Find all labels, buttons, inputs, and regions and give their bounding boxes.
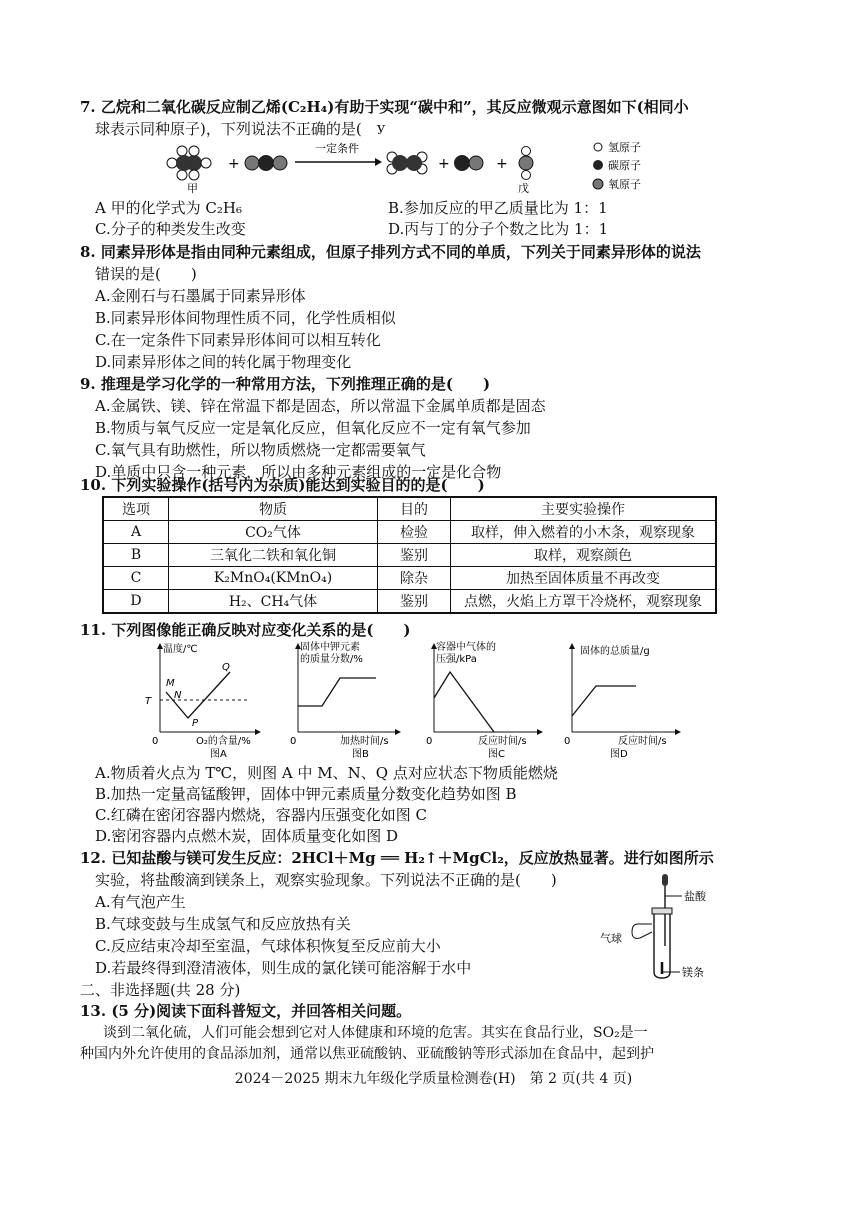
q9-stem: 9. 推理是学习化学的一种常用方法，下列推理正确的是( ) — [80, 375, 491, 393]
q9-option-a: A.金属铁、镁、锌在常温下都是固态，所以常温下金属单质都是固态 — [95, 397, 546, 415]
q11-graphs — [130, 640, 690, 764]
legend-hydrogen: 氢原子 — [608, 141, 641, 154]
header-option: 选项 — [103, 497, 169, 521]
cell-operation: 取样，观察颜色 — [451, 544, 717, 567]
q12-option-d: D.若最终得到澄清液体，则生成的氯化镁可能溶解于水中 — [95, 959, 472, 977]
svg-text:反应时间/s: 反应时间/s — [618, 736, 667, 747]
q10-stem: 10. 下列实验操作(括号内为杂质)能达到实验目的的是( ) — [80, 476, 485, 494]
table-row — [103, 521, 716, 544]
header-operation: 主要实验操作 — [451, 497, 717, 521]
q13-paragraph-line1: 谈到二氧化硫，人们可能会想到它对人体健康和环境的危害。其实在食品行业，SO₂是一 — [103, 1025, 648, 1041]
q8-option-d: D.同素异形体之间的转化属于物理变化 — [95, 353, 352, 371]
q7-handwritten-mark: У — [376, 123, 386, 137]
section2-title: 二、非选择题(共 28 分) — [80, 981, 241, 999]
graph-b — [290, 640, 398, 747]
q7-option-c: C.分子的种类发生改变 — [95, 220, 246, 238]
graph-a — [145, 642, 258, 747]
svg-text:+: + — [496, 156, 508, 172]
svg-text:固体中钾元素: 固体中钾元素 — [300, 642, 360, 653]
q10-table — [102, 496, 717, 614]
q11-option-a: A.物质着火点为 T℃，则图 A 中 M、N、Q 点对应状态下物质能燃烧 — [95, 764, 558, 782]
header-substance: 物质 — [169, 497, 378, 521]
table-row — [103, 567, 716, 590]
header-purpose: 目的 — [378, 497, 451, 521]
cell-option: B — [103, 544, 169, 567]
svg-text:容器中气体的: 容器中气体的 — [436, 642, 496, 653]
graph-d-caption: 图D — [610, 749, 628, 760]
q7-stem-line1: 7. 乙烷和二氧化碳反应制乙烯(C₂H₄)有助于实现“碳中和”，其反应微观示意图如下(相同小 — [80, 98, 689, 116]
cell-substance: K₂MnO₄(KMnO₄) — [169, 567, 378, 590]
q11-option-c: C.红磷在密闭容器内燃烧，容器内压强变化如图 C — [95, 806, 427, 824]
molecule-yi — [245, 155, 287, 171]
page-footer: 2024－2025 期末九年级化学质量检测卷(H) 第 2 页(共 4 页) — [234, 1071, 633, 1087]
q12-option-a: A.有气泡产生 — [95, 893, 186, 911]
graph-c-caption: 图C — [488, 749, 505, 760]
table-row — [103, 590, 716, 614]
q9-option-c: C.氧气具有助燃性，所以物质燃烧一定都需要氧气 — [95, 441, 426, 459]
cell-option: C — [103, 567, 169, 590]
graph-a-ylabel: 温度/℃ — [163, 644, 198, 655]
svg-text:0: 0 — [290, 736, 297, 747]
svg-text:反应时间/s: 反应时间/s — [478, 736, 527, 747]
svg-text:加热时间/s: 加热时间/s — [340, 736, 389, 747]
q13-stem: 13. (5 分)阅读下面科普短文，并回答相关问题。 — [80, 1002, 412, 1020]
molecule-bing — [387, 152, 427, 174]
svg-text:P: P — [192, 718, 199, 729]
graph-a-caption: 图A — [210, 749, 227, 760]
svg-text:N: N — [174, 690, 182, 701]
q9-option-b: B.物质与氧气反应一定是氧化反应，但氧化反应不一定有氧气参加 — [95, 419, 531, 437]
q12-apparatus — [600, 870, 730, 986]
q12-stem-line1: 12. 已知盐酸与镁可发生反应：2HCl＋Mg ══ H₂↑＋MgCl₂，反应放热显著。进行如图所示 — [80, 849, 714, 867]
cell-purpose: 检验 — [378, 521, 451, 544]
legend-oxygen: 氧原子 — [608, 178, 641, 191]
label-wu: 戊 — [518, 182, 529, 195]
cell-substance: CO₂气体 — [169, 521, 378, 544]
cell-operation: 加热至固体质量不再改变 — [451, 567, 717, 590]
q8-option-a: A.金刚石与石墨属于同素异形体 — [95, 287, 306, 305]
svg-text:T: T — [145, 696, 152, 707]
q7-option-d: D.丙与丁的分子个数之比为 1：1 — [388, 220, 609, 238]
q7-option-b: B.参加反应的甲乙质量比为 1：1 — [388, 199, 608, 217]
graph-b-caption: 图B — [352, 749, 369, 760]
svg-text:0: 0 — [426, 736, 433, 747]
q8-option-b: B.同素异形体间物理性质不同，化学性质相似 — [95, 309, 396, 327]
svg-text:0: 0 — [564, 736, 571, 747]
label-mg: 镁条 — [682, 966, 704, 979]
q8-stem-line1: 8. 同素异形体是指由同种元素组成，但原子排列方式不同的单质，下列关于同素异形体的说法 — [80, 243, 701, 261]
svg-text:+: + — [438, 156, 450, 172]
svg-text:Q: Q — [222, 662, 230, 673]
table-header-row — [103, 497, 716, 521]
molecule-jia — [167, 146, 211, 180]
svg-text:0: 0 — [152, 736, 159, 747]
q8-stem-line2: 错误的是( ) — [95, 265, 197, 283]
legend-carbon: 碳原子 — [608, 159, 641, 172]
q12-option-b: B.气球变鼓与生成氢气和反应放热有关 — [95, 915, 351, 933]
q9-option-d: D.单质中只含一种元素，所以由多种元素组成的一定是化合物 — [95, 463, 502, 481]
svg-text:的质量分数/%: 的质量分数/% — [300, 654, 363, 665]
label-jia: 甲 — [187, 182, 198, 195]
cell-substance: H₂、CH₄气体 — [169, 590, 378, 614]
label-balloon: 气球 — [600, 932, 622, 945]
table-row — [103, 544, 716, 567]
cell-operation: 取样，伸入燃着的小木条，观察现象 — [451, 521, 717, 544]
q7-reaction-diagram — [160, 135, 680, 201]
q7-option-a: A 甲的化学式为 C₂H₆ — [95, 199, 242, 217]
cell-operation: 点燃，火焰上方罩干冷烧杯，观察现象 — [451, 590, 717, 614]
condition-label: 一定条件 — [315, 142, 359, 155]
cell-purpose: 鉴别 — [378, 544, 451, 567]
label-acid: 盐酸 — [684, 890, 706, 903]
svg-text:M: M — [166, 678, 175, 689]
cell-purpose: 除杂 — [378, 567, 451, 590]
q11-option-d: D.密闭容器内点燃木炭，固体质量变化如图 D — [95, 827, 399, 845]
q8-option-c: C.在一定条件下同素异形体间可以相互转化 — [95, 331, 381, 349]
cell-substance: 三氧化二铁和氧化铜 — [169, 544, 378, 567]
svg-text:+: + — [228, 156, 240, 172]
graph-d — [564, 644, 678, 747]
cell-option: A — [103, 521, 169, 544]
graph-a-xlabel: O₂的含量/% — [196, 736, 251, 747]
molecule-ding — [454, 155, 483, 171]
svg-text:固体的总质量/g: 固体的总质量/g — [580, 646, 650, 657]
cell-option: D — [103, 590, 169, 614]
q12-option-c: C.反应结束冷却至室温，气球体积恢复至反应前大小 — [95, 937, 441, 955]
q13-paragraph-line2: 种国内外允许使用的食品添加剂，通常以焦亚硫酸钠、亚硫酸钠等形式添加在食品中，起到护 — [80, 1046, 654, 1062]
molecule-wu — [519, 147, 533, 180]
q12-stem-line2: 实验，将盐酸滴到镁条上，观察实验现象。下列说法不正确的是( ) — [95, 871, 557, 889]
q7-stem-line2: 球表示同种原子)，下列说法不正确的是( У — [95, 120, 386, 138]
q11-option-b: B.加热一定量高锰酸钾，固体中钾元素质量分数变化趋势如图 B — [95, 785, 517, 803]
cell-purpose: 鉴别 — [378, 590, 451, 614]
graph-c — [426, 640, 540, 747]
svg-text:压强/kPa: 压强/kPa — [436, 654, 477, 665]
q11-stem: 11. 下列图像能正确反映对应变化关系的是( ) — [80, 621, 411, 639]
